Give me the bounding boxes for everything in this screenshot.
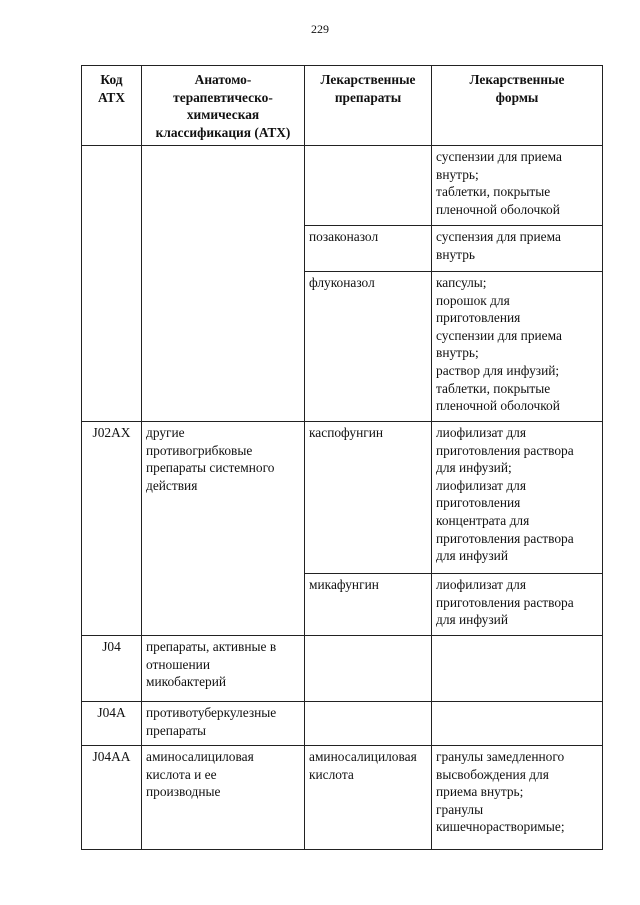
table-row bbox=[82, 422, 603, 574]
cell-form: лиофилизат для приготовления раствора для инфузий bbox=[432, 574, 603, 636]
header-drugs: Лекарственные препараты bbox=[305, 66, 432, 146]
cell-drug bbox=[305, 702, 432, 746]
cell-drug bbox=[305, 146, 432, 226]
header-code: Код АТХ bbox=[82, 66, 142, 146]
cell-code bbox=[82, 146, 142, 422]
cell-drug: аминосалициловая кислота bbox=[305, 746, 432, 850]
cell-code: J04AA bbox=[82, 746, 142, 850]
table-row bbox=[82, 146, 603, 226]
cell-form bbox=[432, 636, 603, 702]
table-row bbox=[82, 746, 603, 850]
cell-drug: микафунгин bbox=[305, 574, 432, 636]
cell-classification: другие противогрибковые препараты системного действия bbox=[142, 422, 305, 636]
cell-form: суспензия для приема внутрь bbox=[432, 226, 603, 272]
cell-classification bbox=[142, 146, 305, 422]
cell-form: гранулы замедленного высвобождения для приема внутрь; гранулы кишечнорастворимые; bbox=[432, 746, 603, 850]
cell-drug: флуконазол bbox=[305, 272, 432, 422]
cell-form: капсулы; порошок для приготовления суспензии для приема внутрь; раствор для инфузий; таблетки, покрытые пленочной оболочкой bbox=[432, 272, 603, 422]
header-forms: Лекарственные формы bbox=[432, 66, 603, 146]
cell-code: J04 bbox=[82, 636, 142, 702]
cell-code: J02AX bbox=[82, 422, 142, 636]
cell-classification: противотуберкулезные препараты bbox=[142, 702, 305, 746]
cell-classification: аминосалициловая кислота и ее производные bbox=[142, 746, 305, 850]
table-row bbox=[82, 702, 603, 746]
header-classification: Анатомо- терапевтическо- химическая классификация (АТХ) bbox=[142, 66, 305, 146]
cell-drug: каспофунгин bbox=[305, 422, 432, 574]
cell-form bbox=[432, 702, 603, 746]
cell-drug: позаконазол bbox=[305, 226, 432, 272]
cell-classification: препараты, активные в отношении микобактерий bbox=[142, 636, 305, 702]
table-row bbox=[82, 636, 603, 702]
page-number: 229 bbox=[311, 22, 329, 36]
cell-form: лиофилизат для приготовления раствора для инфузий; лиофилизат для приготовления концентрата для приготовления раствора для инфузий bbox=[432, 422, 603, 574]
cell-drug bbox=[305, 636, 432, 702]
atx-drug-table bbox=[81, 65, 603, 850]
cell-form: суспензии для приема внутрь; таблетки, покрытые пленочной оболочкой bbox=[432, 146, 603, 226]
table-header-row bbox=[82, 66, 603, 146]
cell-code: J04A bbox=[82, 702, 142, 746]
